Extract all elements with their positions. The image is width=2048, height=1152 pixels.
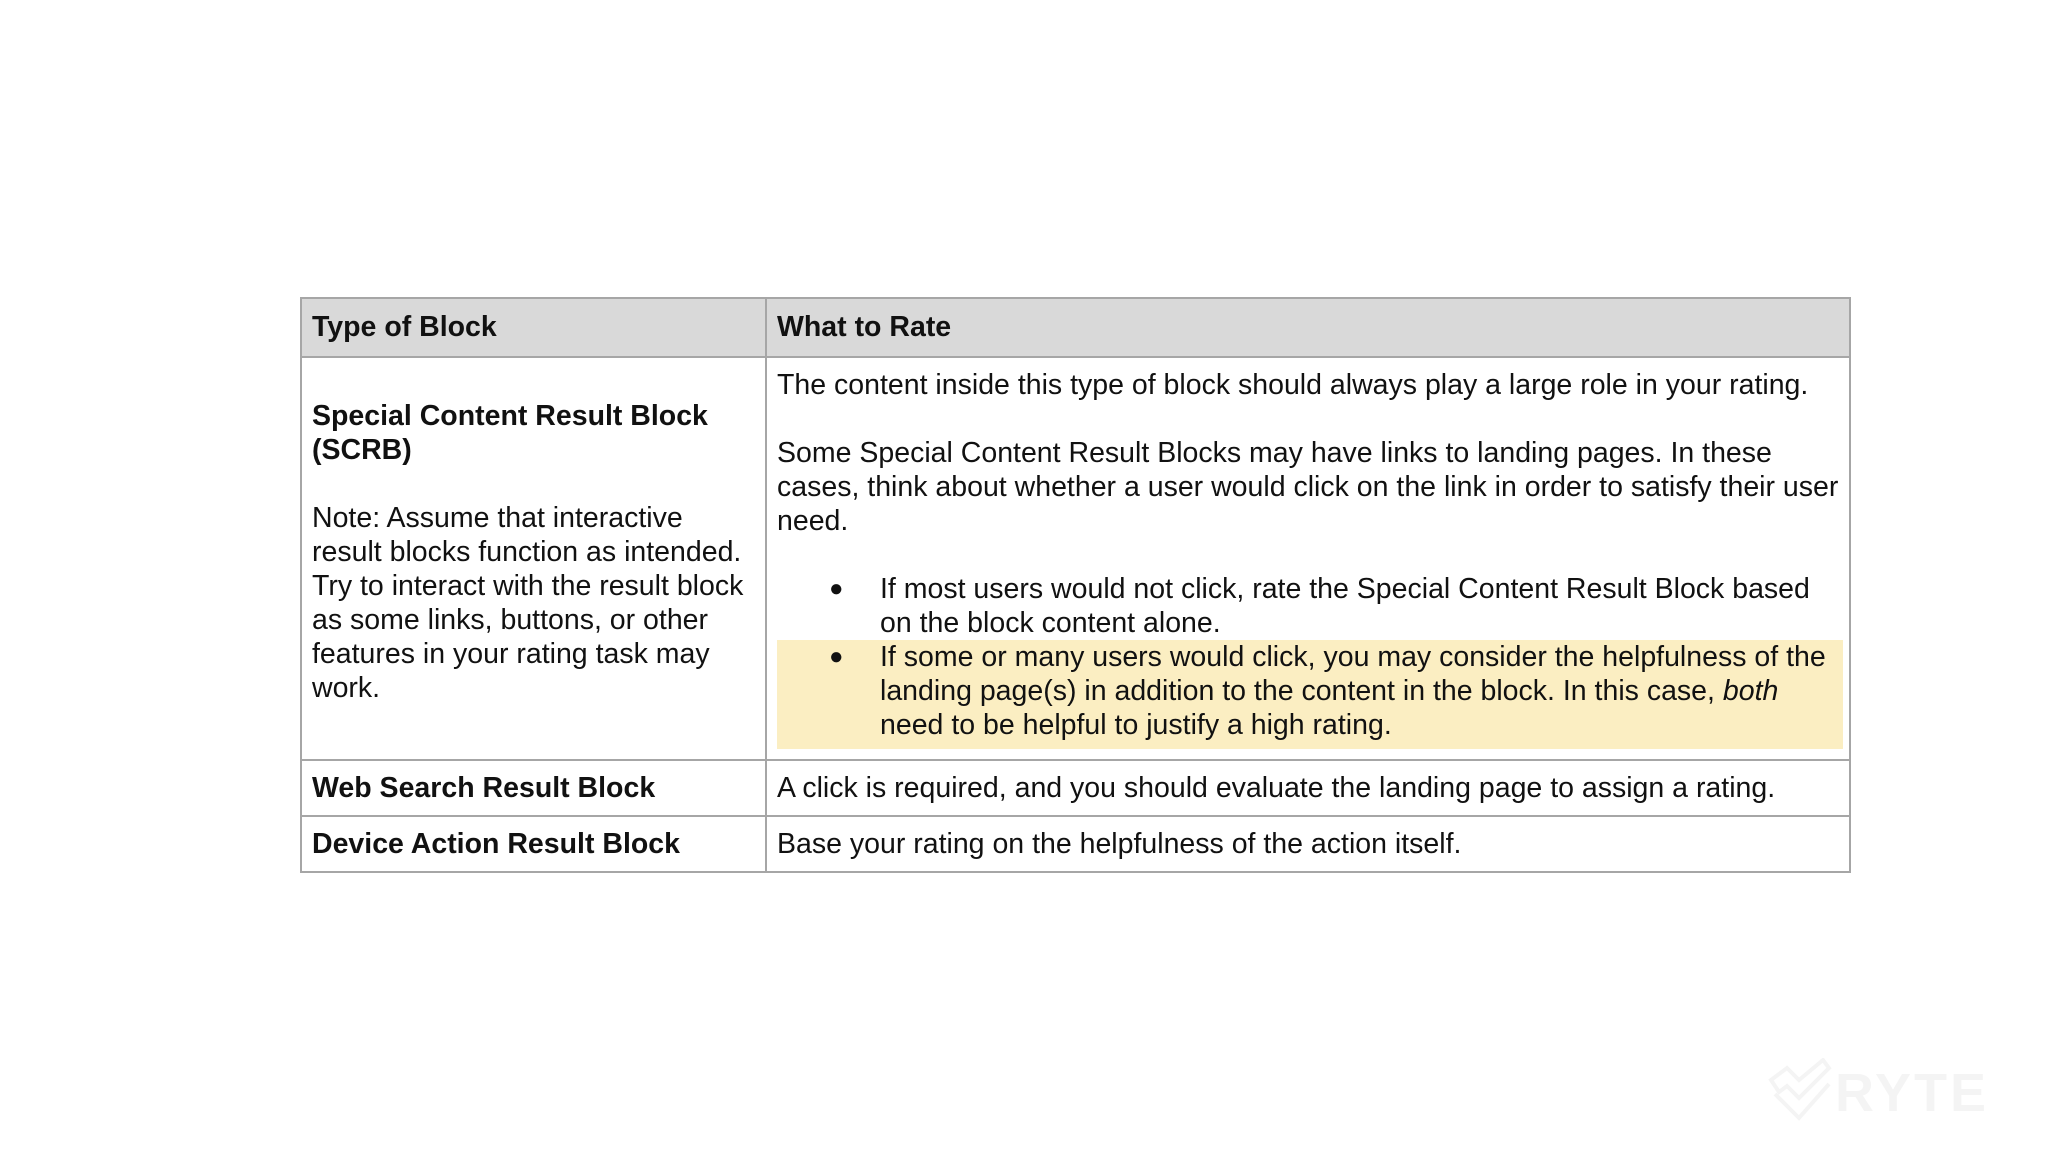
device-action-description: Base your rating on the helpfulness of the action itself. — [766, 816, 1850, 872]
scrb-title: Special Content Result Block (SCRB) — [312, 400, 708, 466]
checkmark-logo-icon — [1765, 1058, 1833, 1122]
table-row-web-search — [301, 760, 1850, 816]
table-row-scrb — [301, 357, 1850, 760]
scrb-bullet-list — [777, 572, 1839, 749]
table-header-row — [301, 298, 1850, 357]
watermark-text: RYTE — [1835, 1063, 1990, 1123]
scrb-note: Note: Assume that interactive result blocks function as intended. Try to interact with the result block as some links, buttons, or other features in your rating task may work. — [312, 502, 744, 704]
scrb-paragraph-2: Some Special Content Result Blocks may have links to landing pages. In these cases, think about whether a user would click on the link in order to satisfy their user need. — [777, 437, 1839, 537]
highlighted-list-item — [777, 640, 1843, 749]
web-search-description: A click is required, and you should evaluate the landing page to assign a rating. — [766, 760, 1850, 816]
bullet-icon: ● — [829, 575, 844, 602]
bullet-icon: ● — [829, 643, 844, 670]
watermark — [1765, 1058, 2015, 1122]
rating-guidelines-table — [300, 297, 1851, 873]
header-what-to-rate: What to Rate — [766, 298, 1850, 357]
list-item — [777, 572, 1839, 640]
bullet-text-2b: need to be helpful to justify a high rating. — [880, 709, 1392, 741]
header-type-of-block: Type of Block — [301, 298, 766, 357]
bullet-text-2a: If some or many users would click, you may consider the helpfulness of the landing page(s) in addition to the content in the block. In this case, — [880, 641, 1826, 707]
scrb-paragraph-1: The content inside this type of block should always play a large role in your rating. — [777, 369, 1809, 401]
scrb-label-cell — [301, 357, 766, 760]
device-action-label: Device Action Result Block — [301, 816, 766, 872]
scrb-description-cell — [766, 357, 1850, 760]
bullet-text-1: If most users would not click, rate the Special Content Result Block based on the block content alone. — [880, 573, 1810, 639]
web-search-label: Web Search Result Block — [301, 760, 766, 816]
bullet-text-2-emphasis: both — [1722, 675, 1779, 707]
table-row-device-action — [301, 816, 1850, 872]
